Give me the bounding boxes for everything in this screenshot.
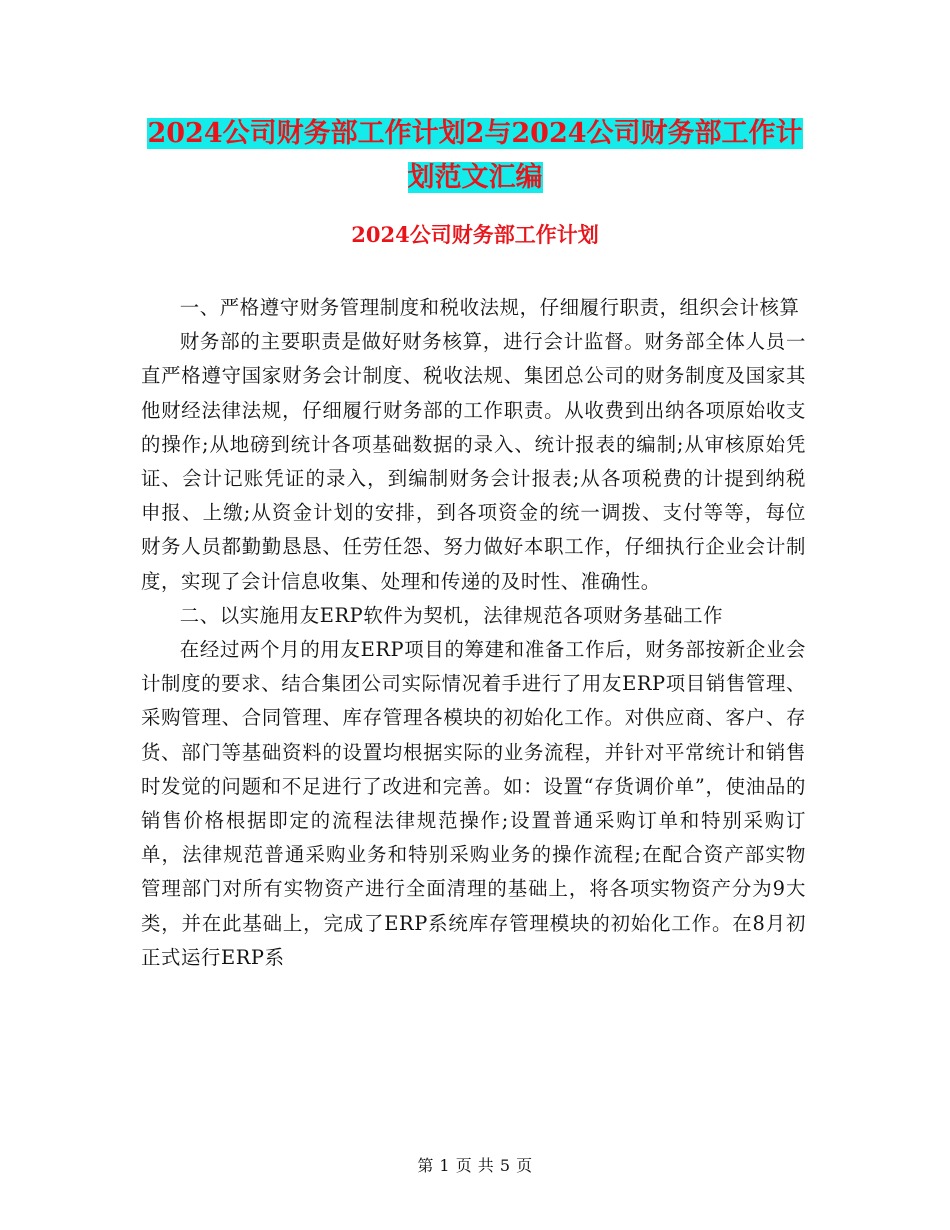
document-title <box>0 112 950 200</box>
document-title-line-1: 2024公司财务部工作计划2与2024公司财务部工作计 <box>147 118 803 149</box>
page-footer: 第 1 页 共 5 页 <box>417 1156 533 1175</box>
paragraph-heading-2: 二、以实施用友ERP软件为契机，法律规范各项财务基础工作 <box>179 603 724 627</box>
document-body <box>141 291 806 975</box>
paragraph-2: 在经过两个月的用友ERP项目的筹建和准备工作后，财务部按新企业会计制度的要求、结合集团公司实际情况着手进行了用友ERP项目销售管理、采购管理、合同管理、库存管理各模块的初始化工作。对供应商、客户、存货、部门等基础资料的设置均根据实际的业务流程，并针对平常统计和销售时发觉的问题和不足进行了改进和完善。如：设置“存货调价单”，使油品的销售价格根据即定的流程法律规范操作;设置普通采购订单和特别采购订单，法律规范普通采购业务和特别采购业务的操作流程;在配合资产部实物管理部门对所有实物资产进行全面清理的基础上，将各项实物资产分为9大类，并在此基础上，完成了ERP系统库存管理模块的初始化工作。在8月初正式运行ERP系 <box>141 638 806 969</box>
document-title-line-2: 划范文汇编 <box>407 162 543 193</box>
section-title: 2024公司财务部工作计划 <box>351 222 599 247</box>
paragraph-heading-1: 一、严格遵守财务管理制度和税收法规，仔细履行职责，组织会计核算 <box>179 296 800 319</box>
paragraph-1: 财务部的主要职责是做好财务核算，进行会计监督。财务部全体人员一直严格遵守国家财务会计制度、税收法规、集团总公司的财务制度及国家其他财经法律法规，仔细履行财务部的工作职责。从收费到出纳各项原始收支的操作;从地磅到统计各项基础数据的录入、统计报表的编制;从审核原始凭证、会计记账凭证的录入，到编制财务会计报表;从各项税费的计提到纳税申报、上缴;从资金计划的安排，到各项资金的统一调拨、支付等等，每位财务人员都勤勤恳恳、任劳任怨、努力做好本职工作，仔细执行企业会计制度，实现了会计信息收集、处理和传递的及时性、准确性。 <box>141 330 806 593</box>
